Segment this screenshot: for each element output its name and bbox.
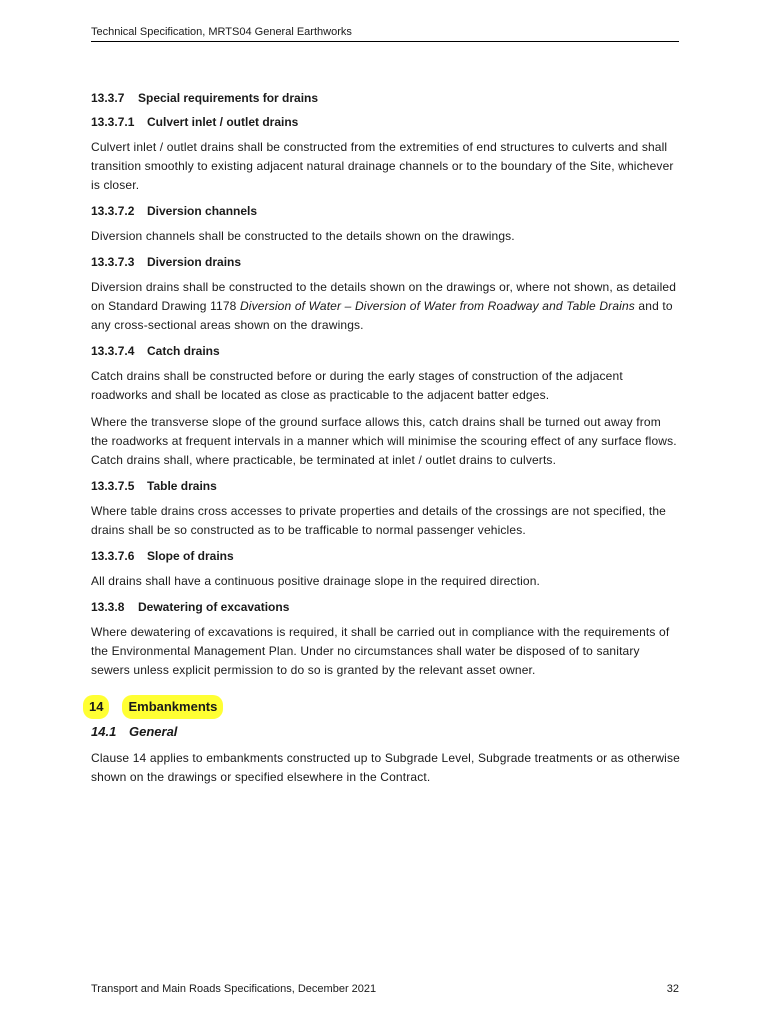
heading-number: 13.3.7.1 bbox=[91, 115, 135, 129]
page-footer bbox=[91, 983, 679, 996]
heading-title: Catch drains bbox=[147, 344, 220, 358]
heading-13-3-7-4 bbox=[91, 343, 681, 359]
page-header bbox=[91, 26, 679, 42]
heading-14 bbox=[83, 695, 681, 717]
paragraph-table-drains: Where table drains cross accesses to private properties and details of the crossings are not specified, the drains shall be so constructed as to be trafficable to normal passenger vehicles. bbox=[91, 504, 667, 537]
heading-13-3-7-3 bbox=[91, 254, 681, 270]
heading-13-3-7-2 bbox=[91, 203, 681, 219]
heading-13-3-7 bbox=[91, 90, 681, 106]
highlighted-heading-title: Embankments bbox=[122, 695, 223, 719]
paragraph-catch-drains-1: Catch drains shall be constructed before or during the early stages of construction of the adjacent roadworks and shall be located as close as practicable to the adjacent batter edges. bbox=[91, 369, 623, 402]
heading-title: Diversion drains bbox=[147, 255, 242, 269]
paragraph-text: and to any cross-sectional areas shown on the drawings. bbox=[91, 299, 673, 332]
paragraph-dewatering: Where dewatering of excavations is required, it shall be carried out in compliance with the requirements of the Environmental Management Plan. Under no circumstances shall water be disposed of to sanitary sewers unless explicit permission to do so is granted by the relevant asset owner. bbox=[91, 625, 670, 677]
heading-14-1 bbox=[91, 723, 681, 741]
heading-title: Dewatering of excavations bbox=[138, 600, 290, 614]
heading-number: 13.3.7.4 bbox=[91, 344, 135, 358]
heading-number: 14.1 bbox=[91, 724, 117, 739]
heading-number: 13.3.8 bbox=[91, 600, 125, 614]
paragraph-diversion-drains bbox=[91, 278, 681, 335]
drawing-title: Diversion of Water – Diversion of Water from Roadway and Table Drains bbox=[239, 299, 635, 313]
heading-13-3-8 bbox=[91, 599, 681, 615]
paragraph-culvert-drains: Culvert inlet / outlet drains shall be constructed from the extremities of end structures to culverts and shall transition smoothly to existing adjacent natural drainage channels or to the boundary of the Site, whichever is closer. bbox=[91, 140, 674, 192]
heading-title: Table drains bbox=[147, 479, 217, 493]
heading-title: Special requirements for drains bbox=[138, 91, 319, 105]
heading-number: 13.3.7.3 bbox=[91, 255, 135, 269]
heading-title: General bbox=[129, 724, 178, 739]
header-title: Technical Specification, MRTS04 General Earthworks bbox=[91, 26, 352, 38]
page-number: 32 bbox=[666, 983, 679, 995]
heading-number: 13.3.7.2 bbox=[91, 204, 135, 218]
paragraph-diversion-channels: Diversion channels shall be constructed to the details shown on the drawings. bbox=[91, 229, 515, 243]
heading-number: 13.3.7.6 bbox=[91, 549, 135, 563]
heading-title: Culvert inlet / outlet drains bbox=[147, 115, 299, 129]
paragraph-text: Diversion drains shall be constructed to the details shown on the drawings or, where not shown, as detailed on Standard Drawing 1178 bbox=[91, 280, 677, 313]
heading-number: 13.3.7.5 bbox=[91, 479, 135, 493]
footer-text: Transport and Main Roads Specifications, December 2021 bbox=[91, 983, 377, 995]
document-body bbox=[91, 90, 681, 795]
heading-title: Diversion channels bbox=[147, 204, 258, 218]
heading-number: 13.3.7 bbox=[91, 91, 125, 105]
paragraph-catch-drains-2: Where the transverse slope of the ground surface allows this, catch drains shall be turned out away from the roadworks at frequent intervals in a manner which will minimise the scouring effect of any surface flows. Catch drains shall, where practicable, be terminated at inlet / outlet drains to culverts. bbox=[91, 415, 677, 467]
paragraph-slope-of-drains: All drains shall have a continuous positive drainage slope in the required direction. bbox=[91, 574, 541, 588]
paragraph-general: Clause 14 applies to embankments constructed up to Subgrade Level, Subgrade treatments or as otherwise shown on the drawings or specified elsewhere in the Contract. bbox=[91, 751, 680, 784]
heading-13-3-7-1 bbox=[91, 114, 681, 130]
highlighted-heading-number: 14 bbox=[83, 695, 109, 719]
heading-title: Slope of drains bbox=[147, 549, 234, 563]
heading-13-3-7-6 bbox=[91, 548, 681, 564]
heading-13-3-7-5 bbox=[91, 478, 681, 494]
